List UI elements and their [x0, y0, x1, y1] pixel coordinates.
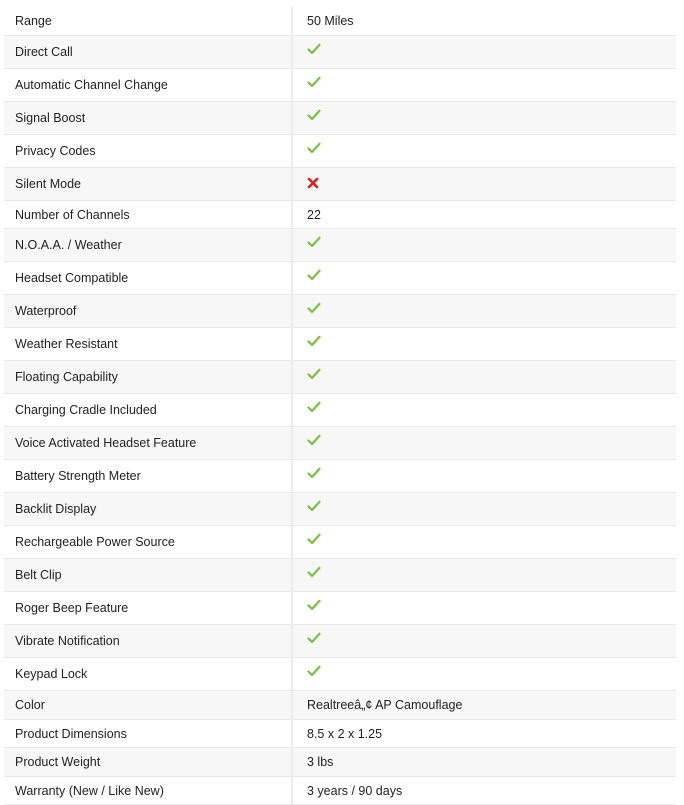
check-icon — [307, 302, 321, 314]
spec-row — [4, 748, 676, 777]
check-icon — [307, 335, 321, 347]
spec-table — [4, 7, 676, 805]
spec-label: Direct Call — [4, 36, 293, 68]
spec-value — [293, 168, 676, 200]
spec-value-text: 3 lbs — [307, 755, 334, 769]
spec-row — [4, 720, 676, 748]
spec-value — [293, 777, 676, 804]
spec-value — [293, 720, 676, 747]
spec-row — [4, 526, 676, 559]
spec-row — [4, 361, 676, 394]
spec-label: Roger Beep Feature — [4, 592, 293, 624]
spec-row — [4, 168, 676, 201]
spec-label: Belt Clip — [4, 559, 293, 591]
spec-value — [293, 229, 676, 261]
spec-row — [4, 658, 676, 691]
spec-label: Warranty (New / Like New) — [4, 777, 293, 804]
check-icon — [307, 142, 321, 154]
spec-value — [293, 592, 676, 624]
spec-row — [4, 460, 676, 493]
spec-row — [4, 559, 676, 592]
check-icon — [307, 269, 321, 281]
spec-value — [293, 7, 676, 35]
spec-label: Privacy Codes — [4, 135, 293, 167]
check-icon — [307, 368, 321, 380]
spec-value — [293, 658, 676, 690]
spec-value — [293, 427, 676, 459]
spec-label: Range — [4, 7, 293, 35]
spec-value — [293, 36, 676, 68]
spec-row — [4, 691, 676, 720]
spec-label: Floating Capability — [4, 361, 293, 393]
spec-row — [4, 328, 676, 361]
spec-value — [293, 394, 676, 426]
spec-label: Charging Cradle Included — [4, 394, 293, 426]
spec-row — [4, 262, 676, 295]
spec-value-text: Realtreeâ„¢ AP Camouflage — [307, 698, 463, 712]
spec-value — [293, 262, 676, 294]
spec-value — [293, 69, 676, 101]
spec-label: Number of Channels — [4, 201, 293, 228]
spec-row — [4, 69, 676, 102]
check-icon — [307, 76, 321, 88]
spec-value — [293, 559, 676, 591]
spec-value-text: 22 — [307, 207, 321, 222]
check-icon — [307, 665, 321, 677]
check-icon — [307, 500, 321, 512]
check-icon — [307, 467, 321, 479]
check-icon — [307, 533, 321, 545]
spec-value — [293, 460, 676, 492]
check-icon — [307, 434, 321, 446]
spec-label: Waterproof — [4, 295, 293, 327]
check-icon — [307, 566, 321, 578]
spec-value — [293, 691, 676, 719]
cross-icon — [307, 177, 319, 189]
spec-label: Product Weight — [4, 748, 293, 776]
spec-row — [4, 427, 676, 460]
spec-label: Product Dimensions — [4, 720, 293, 747]
spec-label: Keypad Lock — [4, 658, 293, 690]
spec-label: Weather Resistant — [4, 328, 293, 360]
spec-value-text: 8.5 x 2 x 1.25 — [307, 726, 383, 741]
spec-row — [4, 201, 676, 229]
spec-value — [293, 328, 676, 360]
spec-label: Silent Mode — [4, 168, 293, 200]
spec-value — [293, 493, 676, 525]
spec-label: Voice Activated Headset Feature — [4, 427, 293, 459]
spec-row — [4, 135, 676, 168]
spec-label: Automatic Channel Change — [4, 69, 293, 101]
spec-row — [4, 295, 676, 328]
check-icon — [307, 236, 321, 248]
check-icon — [307, 109, 321, 121]
spec-row — [4, 102, 676, 135]
spec-value — [293, 748, 676, 776]
spec-row — [4, 625, 676, 658]
spec-row — [4, 7, 676, 36]
spec-label: N.O.A.A. / Weather — [4, 229, 293, 261]
spec-row — [4, 229, 676, 262]
spec-label: Battery Strength Meter — [4, 460, 293, 492]
check-icon — [307, 401, 321, 413]
spec-value — [293, 625, 676, 657]
spec-label: Backlit Display — [4, 493, 293, 525]
spec-label: Headset Compatible — [4, 262, 293, 294]
spec-label: Rechargeable Power Source — [4, 526, 293, 558]
spec-row — [4, 394, 676, 427]
spec-label: Signal Boost — [4, 102, 293, 134]
check-icon — [307, 43, 321, 55]
spec-value — [293, 295, 676, 327]
spec-row — [4, 493, 676, 526]
spec-value — [293, 102, 676, 134]
spec-row — [4, 36, 676, 69]
spec-value — [293, 201, 676, 228]
spec-row — [4, 592, 676, 625]
spec-value — [293, 361, 676, 393]
check-icon — [307, 632, 321, 644]
spec-label: Vibrate Notification — [4, 625, 293, 657]
check-icon — [307, 599, 321, 611]
spec-label: Color — [4, 691, 293, 719]
spec-value-text: 3 years / 90 days — [307, 783, 403, 798]
spec-value — [293, 526, 676, 558]
spec-value — [293, 135, 676, 167]
spec-value-text: 50 Miles — [307, 14, 354, 28]
